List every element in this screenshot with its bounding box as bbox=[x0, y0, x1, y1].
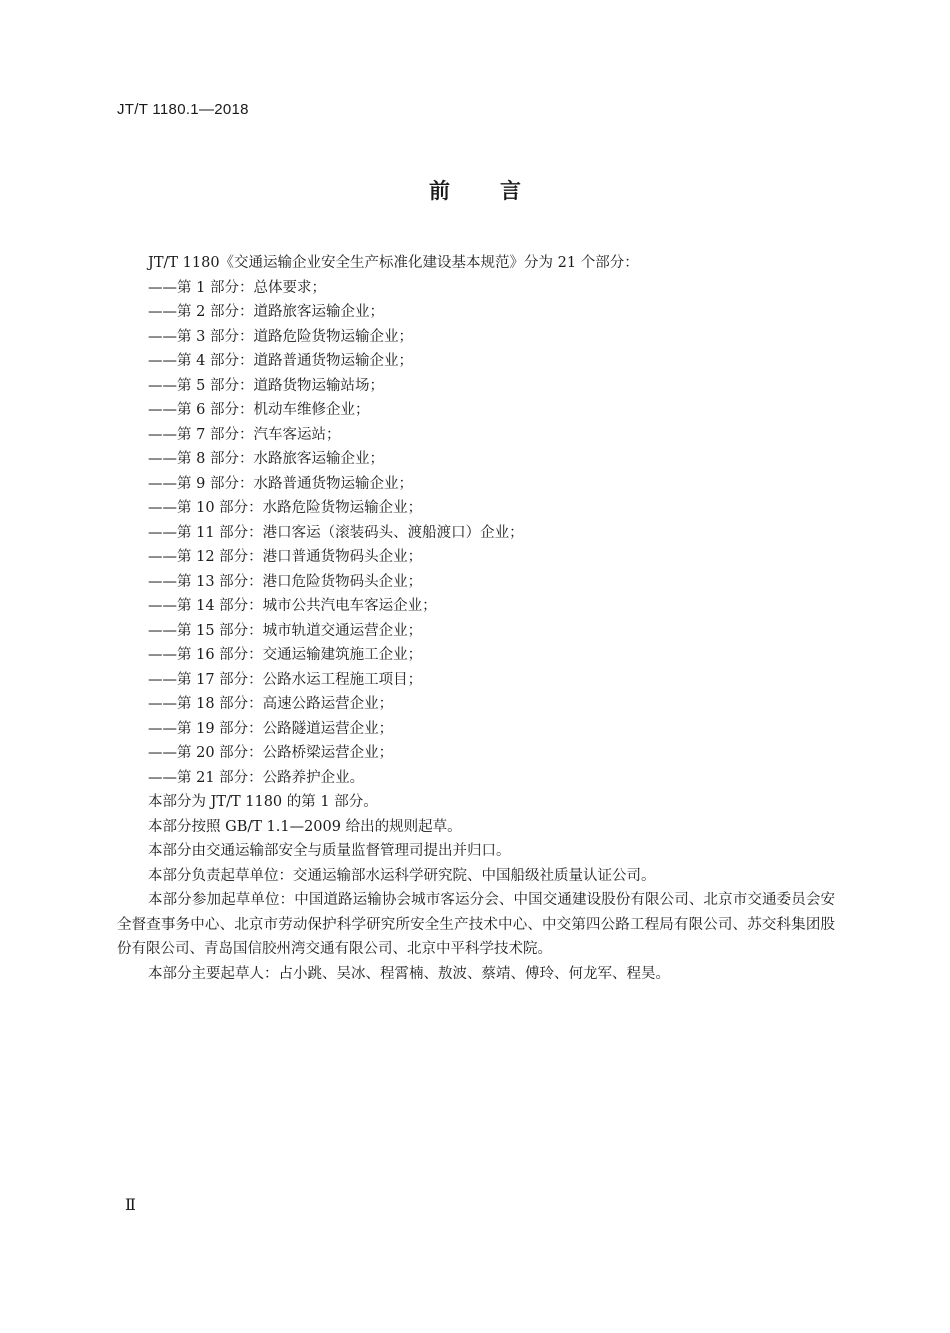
list-item: ——第 12 部分：港口普通货物码头企业； bbox=[148, 549, 423, 565]
list-item: ——第 20 部分：公路桥梁运营企业； bbox=[148, 745, 394, 761]
list-item: ——第 10 部分：水路危险货物运输企业； bbox=[148, 500, 423, 516]
intro-paragraph: JT/T 1180《交通运输企业安全生产标准化建设基本规范》分为 21 个部分： bbox=[148, 255, 639, 271]
list-item: ——第 11 部分：港口客运（滚装码头、渡船渡口）企业； bbox=[148, 524, 524, 541]
list-item: ——第 6 部分：机动车维修企业； bbox=[148, 402, 370, 418]
part-statement-paragraph: 本部分为 JT/T 1180 的第 1 部分。 bbox=[148, 794, 378, 810]
participating-drafters-paragraph: 本部分参加起草单位：中国道路运输协会城市客运分会、中国交通建设股份有限公司、北京市交通委员会安全督查事务中心、北京市劳动保护科学研究所安全生产技术中心、中交第四公路工程局有限公司、苏交科集团股份有限公司、青岛国信胶州湾交通有限公司、北京中平科学技术院。 bbox=[117, 892, 835, 957]
proposer-paragraph: 本部分由交通运输部安全与质量监督管理司提出并归口。 bbox=[148, 843, 511, 859]
list-item: ——第 17 部分：公路水运工程施工项目； bbox=[148, 671, 423, 688]
page-number: Ⅱ bbox=[125, 1195, 136, 1214]
list-item: ——第 4 部分：道路普通货物运输企业； bbox=[148, 353, 413, 369]
standard-code-header: JT/T 1180.1—2018 bbox=[117, 101, 249, 118]
list-item: ——第 13 部分：港口危险货物码头企业； bbox=[148, 573, 423, 590]
list-item: ——第 1 部分：总体要求； bbox=[148, 279, 326, 296]
list-item: ——第 5 部分：道路货物运输站场； bbox=[148, 377, 384, 394]
list-item: ——第 14 部分：城市公共汽电车客运企业； bbox=[148, 598, 437, 614]
parts-list bbox=[117, 276, 835, 791]
drafting-rules-paragraph: 本部分按照 GB/T 1.1—2009 给出的规则起草。 bbox=[148, 818, 462, 835]
lead-drafters-paragraph: 本部分负责起草单位：交通运输部水运科学研究院、中国船级社质量认证公司。 bbox=[148, 867, 656, 884]
main-drafters-paragraph: 本部分主要起草人：占小跳、吴冰、程霄楠、敖波、蔡靖、傅玲、何龙军、程昊。 bbox=[148, 965, 670, 982]
list-item: ——第 9 部分：水路普通货物运输企业； bbox=[148, 475, 413, 492]
page-title: 前言 bbox=[429, 179, 571, 203]
list-item: ——第 19 部分：公路隧道运营企业； bbox=[148, 720, 394, 737]
list-item: ——第 15 部分：城市轨道交通运营企业； bbox=[148, 622, 423, 639]
list-item: ——第 8 部分：水路旅客运输企业； bbox=[148, 451, 384, 467]
foreword-body bbox=[117, 251, 835, 986]
list-item: ——第 2 部分：道路旅客运输企业； bbox=[148, 304, 384, 320]
list-item: ——第 7 部分：汽车客运站； bbox=[148, 426, 341, 443]
list-item: ——第 21 部分：公路养护企业。 bbox=[148, 769, 365, 786]
list-item: ——第 3 部分：道路危险货物运输企业； bbox=[148, 328, 413, 345]
list-item: ——第 18 部分：高速公路运营企业； bbox=[148, 696, 394, 712]
list-item: ——第 16 部分：交通运输建筑施工企业； bbox=[148, 647, 423, 663]
